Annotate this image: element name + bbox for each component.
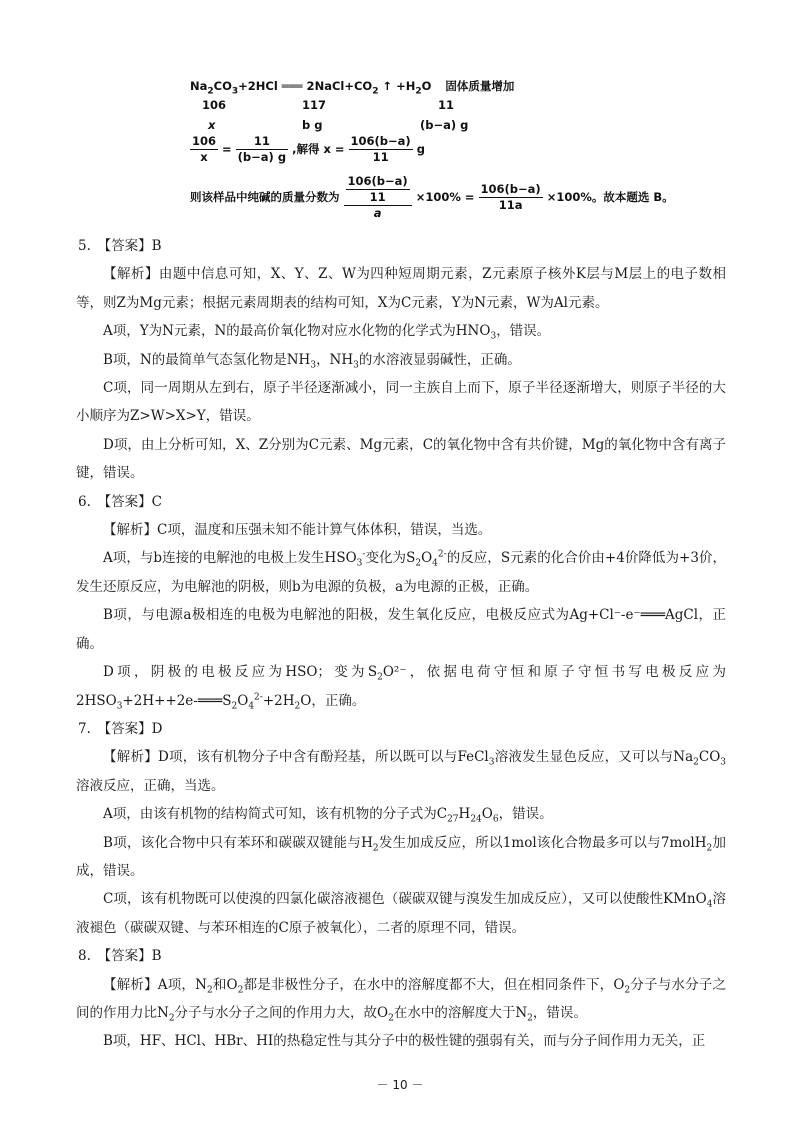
mass-value: 117: [302, 98, 327, 112]
question-6-answer: 6. 【答案】C: [78, 493, 162, 510]
q8-analysis: 【解析】A项，$N_2$和$O_2$都是非极性分子，在水中的溶解度都不大，但在相同条件下，$O_2$分子与水分子之间的作用力比$N_2$分子与水分子之间的作用力大，故$O_2$在水中的溶解度大于$N_2$，错误。: [76, 976, 727, 1024]
var-ba: (b−a) g: [420, 118, 469, 132]
q5-option-c: C项，同一周期从左到右，原子半径逐渐减小，同一主族自上而下，原子半径逐渐增大，则原子半径的大小顺序为Z>W>X>Y，错误。: [76, 380, 726, 425]
question-5-answer: 5. 【答案】B: [78, 238, 162, 254]
answer-body: [76, 232, 726, 1056]
mass-value: 11: [438, 98, 455, 112]
page-number: － 10 －: [376, 1078, 424, 1092]
q6-analysis: 【解析】C项，温度和压强未知不能计算气体体积，错误，当选。: [103, 522, 492, 539]
q5-option-d: D项，由上分析可知，X、Z分别为C元素、Mg元素，C的氧化物中含有共价键，Mg的氧化物中含有离子键，错误。: [76, 436, 726, 482]
q7-option-b: B项，该化合物中只有苯环和碳碳双键能与$H_2$发生加成反应，所以1mol该化合物最多可以与7molH$_2$加成，错误。: [76, 834, 726, 879]
fraction: $\frac{11}{(b-a) g}$: [237, 134, 287, 164]
question-7-answer: 7. 【答案】D: [78, 720, 163, 737]
q5-analysis: 【解析】由题中信息可知，X、Y、Z、W为四种短周期元素，Z元素原子核外K层与M层上的电子数相等，则Z为Mg元素；根据元素周期表的结构可知，X为C元素，Y为N元素，W为Al元素。: [76, 266, 726, 311]
calculation-block: [190, 76, 674, 220]
fraction: $\frac{106}{x}$: [192, 134, 217, 164]
mass-value: 106: [202, 98, 227, 112]
equation-note: 固体质量增加: [445, 79, 515, 93]
compound-fraction: $\frac{\frac{106(b-a)}{11}}{a}$: [344, 174, 412, 221]
var-b: b g: [302, 118, 323, 132]
proportion-line: $\frac{106}{x}$ = $\frac{11}{(b-a) g}$ ,解得 x = $\frac{106(b-a)}{11}$ g: [192, 134, 425, 164]
q8-option-b: B项，HF、HCl、HBr、HI的热稳定性与其分子中的极性键的强弱有关，而与分子间作用力无关，正: [103, 1033, 706, 1050]
var-x: x: [208, 118, 216, 132]
fraction: $\frac{106(b-a)}{11}$: [350, 134, 411, 164]
result-line: 则该样品中纯碱的质量分数为 $\frac{\frac{106(b-a)}{11}}{a}$ ×100% = $\frac{106(b-a)}{11a}$ ×100%。故本题选 B。: [190, 174, 674, 220]
chemical-equation: $Na_2CO_3+2HCl$ ═══ $2NaCl+CO_2$ ↑ $+H_2O$ 固体质量增加: [190, 79, 515, 97]
question-8-answer: 8. 【答案】B: [78, 948, 162, 965]
fraction: $\frac{106(b-a)}{11a}$: [480, 182, 541, 212]
q6-option-a: A项，与b连接的电解池的电极上发生$HSO_3^-$变化为$S_2O_4^{2-}$的反应，S元素的化合价由+4价降低为+3价，发生还原反应，为电解池的阴极，则b为电源的负极，a为电源的正极，正确。: [76, 549, 726, 595]
q6-option-b: B项，与电源a极相连的电极为电解池的阳极，发生氧化反应，电极反应式为Ag+Cl⁻-e⁻═══AgCl，正确。: [76, 607, 726, 652]
q5-option-a: A项，Y为N元素，N的最高价氧化物对应水化物的化学式为$HNO_3$，错误。: [103, 323, 551, 342]
q5-option-b: B项，N的最简单气态氢化物是$NH_3$，$NH_3$的水溶液显弱碱性，正确。: [103, 351, 521, 371]
q7-option-c: C项，该有机物既可以使溴的四氯化碳溶液褪色（碳碳双键与溴发生加成反应），又可以使酸性KMnO$_4$溶液褪色（碳碳双键、与苯环相连的C原子被氧化），二者的原理不同，错误。: [76, 891, 727, 936]
q7-option-a: A项，由该有机物的结构简式可知，该有机物的分子式为$C_{27}H_{24}O_6$，错误。: [103, 806, 553, 825]
q6-option-d: D项，阴极的电极反应为HSO；变为$S_2O^{2-}$，依据电荷守恒和原子守恒书写电极反应为$2HSO_3+2H++2e-═══S_2O_4^{2-}+2H_2O$，正确。: [76, 664, 726, 712]
q7-analysis: 【解析】D项，该有机物分子中含有酚羟基，所以既可以与FeCl$_3$溶液发生显色反应，又可以与$Na_2CO_3$溶液反应，正确，当选。: [76, 749, 726, 794]
